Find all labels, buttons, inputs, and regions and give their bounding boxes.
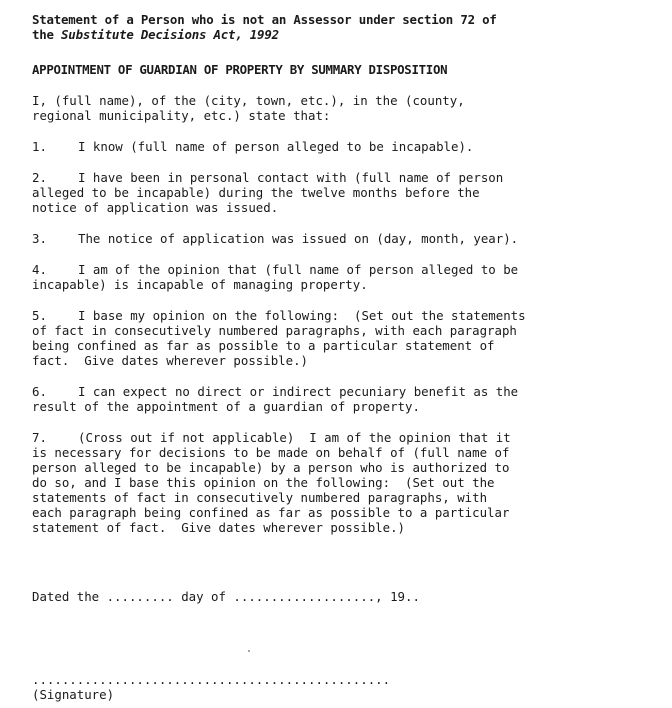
paragraph-5 bbox=[32, 308, 652, 368]
signature-line: ................................................ bbox=[32, 672, 391, 687]
paragraph-1 bbox=[32, 139, 652, 154]
act-name: Substitute Decisions Act, 1992 bbox=[61, 27, 279, 42]
title-line-2 bbox=[32, 27, 652, 42]
title-line-1: Statement of a Person who is not an Assessor under section 72 of bbox=[32, 12, 497, 27]
paragraph-number: 6. bbox=[32, 384, 47, 399]
intro-paragraph: I, (full name), of the (city, town, etc.), in the (county, regional municipality, etc.) state that: bbox=[32, 93, 465, 123]
paragraph-number: 5. bbox=[32, 308, 47, 323]
paragraph-number: 3. bbox=[32, 231, 47, 246]
paragraph-7 bbox=[32, 430, 652, 535]
paragraph-text: I am of the opinion that (full name of person alleged to be incapable) is incapable of managing property. bbox=[32, 262, 519, 292]
form-document bbox=[32, 12, 652, 702]
paragraph-2 bbox=[32, 170, 652, 215]
title-line-2-prefix: the bbox=[32, 27, 62, 42]
paragraph-text: I can expect no direct or indirect pecuniary benefit as the result of the appointment of a guardian of property. bbox=[32, 384, 519, 414]
paragraph-text: The notice of application was issued on (day, month, year). bbox=[78, 231, 519, 246]
form-subheading: APPOINTMENT OF GUARDIAN OF PROPERTY BY SUMMARY DISPOSITION bbox=[32, 62, 448, 77]
paragraph-number: 7. bbox=[32, 430, 47, 445]
paragraph-6 bbox=[32, 384, 652, 414]
paragraph-3 bbox=[32, 231, 652, 246]
dated-line: Dated the ......... day of ..................., 19.. bbox=[32, 589, 420, 604]
paragraph-text: (Cross out if not applicable) I am of the opinion that it is necessary for decisions to be made on behalf of (full name of person alleged to be incapable) by a person who is authorized to do so, and I base this opinion on the following: (Set out the statements of fact in consecutively numbered paragraphs, with each paragraph being confined as far as possible to a particular statement of fact. Give dates wherever possible.) bbox=[32, 430, 511, 535]
paragraph-text: I know (full name of person alleged to be incapable). bbox=[78, 139, 474, 154]
scan-speck bbox=[248, 650, 250, 652]
paragraph-number: 2. bbox=[32, 170, 47, 185]
document-title bbox=[32, 12, 652, 42]
paragraph-text: I have been in personal contact with (full name of person alleged to be incapable) during the twelve months before the notice of application was issued. bbox=[32, 170, 504, 215]
paragraph-4 bbox=[32, 262, 652, 292]
paragraph-number: 1. bbox=[32, 139, 47, 154]
signature-label: (Signature) bbox=[32, 687, 115, 702]
paragraph-number: 4. bbox=[32, 262, 47, 277]
paragraph-text: I base my opinion on the following: (Set out the statements of fact in consecutively numbered paragraphs, with each paragraph being confined as far as possible to a particular statement of fact. Give dates wherever possible.) bbox=[32, 308, 526, 368]
numbered-paragraphs bbox=[32, 139, 652, 535]
